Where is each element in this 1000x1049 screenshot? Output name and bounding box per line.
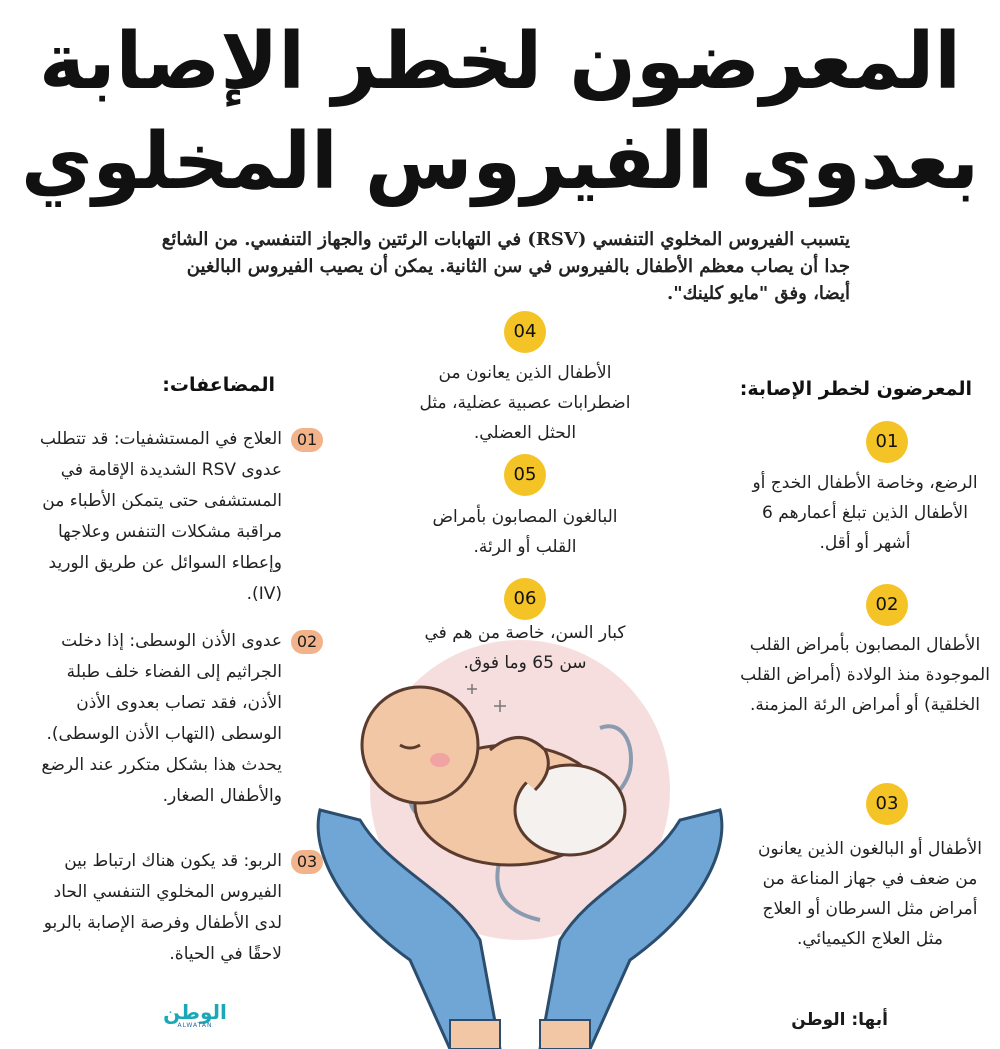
- complication-badge-02: 02: [291, 630, 323, 654]
- alwatan-logo: [160, 1002, 230, 1029]
- alwatan-logo-arabic: الوطن: [163, 1000, 227, 1024]
- at-risk-item-05: البالغون المصابون بأمراض القلب أو الرئة.: [432, 507, 618, 557]
- alwatan-logo-english: ALWATAN: [177, 1022, 213, 1029]
- complication-item-02: عدوى الأذن الوسطى: إذا دخلت الجراثيم إلى الفضاء خلف طبلة الأذن، فقد تصاب بعدوى الأذن الوسطى (التهاب الأذن الوسطى). يحدث هذا بشكل متكرر عند الرضع والأطفال الصغار.: [41, 631, 282, 806]
- intro-paragraph: يتسبب الفيروس المخلوي التنفسي (RSV) في التهابات الرئتين والجهاز التنفسي. من الشائع جدا أن يصاب معظم الأطفال بالفيروس في سن الثانية. يمكن أن يصيب الفيروس البالغين أيضا، وفق "مايو كلينك".: [161, 229, 850, 304]
- complication-badge-01: 01: [291, 428, 323, 452]
- at-risk-badge-01: 01: [866, 421, 908, 463]
- at-risk-badge-06: 06: [504, 578, 546, 620]
- at-risk-item-01: الرضع، وخاصة الأطفال الخدج أو الأطفال الذين تبلغ أعمارهم 6 أشهر أو أقل.: [752, 473, 978, 553]
- at-risk-item-02: الأطفال المصابون بأمراض القلب الموجودة منذ الولادة (أمراض القلب الخلقية) أو أمراض الرئة المزمنة.: [740, 635, 990, 715]
- at-risk-badge-04: 04: [504, 311, 546, 353]
- at-risk-badge-03: 03: [866, 783, 908, 825]
- at-risk-heading: المعرضون لخطر الإصابة:: [739, 378, 972, 400]
- page-title-line2: بعدوى الفيروس المخلوي: [20, 117, 980, 207]
- at-risk-item-03: الأطفال أو البالغون الذين يعانون من ضعف في جهاز المناعة من أمراض مثل السرطان أو العلاج مثل العلاج الكيميائي.: [757, 839, 983, 949]
- at-risk-badge-05: 05: [504, 454, 546, 496]
- at-risk-item-04: الأطفال الذين يعانون من اضطرابات عصبية عضلية، مثل الحثل العضلي.: [419, 363, 631, 443]
- footer-credit: أبها: الوطن: [791, 1010, 888, 1030]
- page-title-line1: المعرضون لخطر الإصابة: [38, 17, 962, 107]
- complication-item-03: الربو: قد يكون هناك ارتباط بين الفيروس المخلوي التنفسي الحاد لدى الأطفال وفرصة الإصابة بالربو لاحقًا في الحياة.: [43, 851, 282, 964]
- at-risk-badge-02: 02: [866, 584, 908, 626]
- baby-in-gloved-hands-icon: [300, 620, 740, 1049]
- at-risk-item-06: كبار السن، خاصة من هم في سن 65 وما فوق.: [424, 623, 626, 673]
- complications-heading: المضاعفات:: [162, 374, 275, 396]
- complication-item-01: العلاج في المستشفيات: قد تتطلب عدوى RSV الشديدة الإقامة في المستشفى حتى يتمكن الأطباء من مراقبة مشكلات التنفس وعلاجها وإعطاء السوائل عن طريق الوريد (IV).: [39, 429, 282, 604]
- complication-badge-03: 03: [291, 850, 323, 874]
